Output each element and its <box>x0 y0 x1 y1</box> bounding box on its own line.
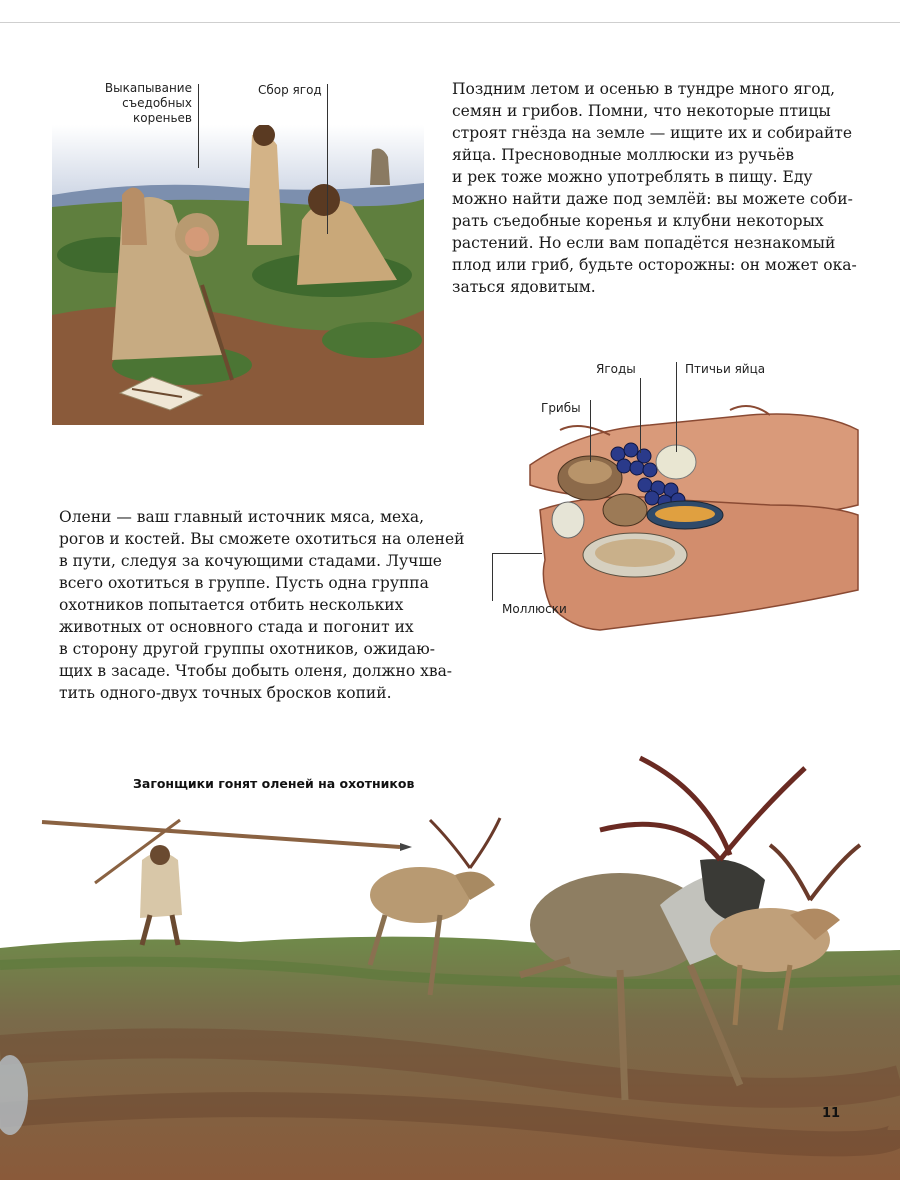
hands-label-molluscs: Моллюски <box>502 602 567 616</box>
page-number: 11 <box>822 1106 841 1121</box>
leader-hands-mushrooms <box>590 400 591 462</box>
leader-hands-molluscs <box>492 553 493 601</box>
text-line: щих в засаде. Чтобы добыть оленя, должно хва- <box>59 662 453 680</box>
text-line: в сторону другой группы охотников, ожидаю- <box>59 640 435 658</box>
leader-hands-berries <box>640 378 641 453</box>
text-line: яйца. Пресноводные моллюски из ручьёв <box>452 146 795 164</box>
roots-label-line: съедобных <box>122 96 192 110</box>
text-line: тить одного-двух точных бросков копий. <box>59 684 392 702</box>
text-line: всего охотиться в группе. Пусть одна группа <box>59 574 429 592</box>
text-line: рогов и костей. Вы сможете охотиться на оленей <box>59 530 465 548</box>
roots-label-line: кореньев <box>133 111 192 125</box>
leader-hands-eggs <box>676 362 677 452</box>
text-line: Олени — ваш главный источник мяса, меха, <box>59 508 425 526</box>
text-line: и рек тоже можно употреблять в пищу. Еду <box>452 168 813 186</box>
text-line: строят гнёзда на земле — ищите их и собирайте <box>452 124 853 142</box>
text-line: рать съедобные коренья и клубни некоторых <box>452 212 824 230</box>
leader-hands-molluscs-h <box>492 553 542 554</box>
hunt-illustration <box>0 750 900 1180</box>
text-line: можно найти даже под землёй: вы можете соби- <box>452 190 853 208</box>
paragraph-top <box>452 78 857 298</box>
gathering-illustration <box>52 125 424 425</box>
text-line: охотников попытается отбить нескольких <box>59 596 404 614</box>
text-line: животных от основного стада и погонит их <box>59 618 414 636</box>
gathering-label-roots <box>88 81 192 126</box>
text-line: семян и грибов. Помни, что некоторые птицы <box>452 102 831 120</box>
roots-label-line: Выкапывание <box>104 81 192 95</box>
hands-label-eggs: Птичьи яйца <box>685 362 766 376</box>
leader-berries <box>327 84 328 234</box>
paragraph-middle <box>59 506 464 704</box>
hunt-caption: Загонщики гонят оленей на охотников <box>133 776 415 791</box>
text-line: заться ядовитым. <box>452 278 596 296</box>
text-line: плод или гриб, будьте осторожны: он может ока- <box>452 256 857 274</box>
hands-label-mushrooms: Грибы <box>541 401 581 415</box>
text-line: Поздним летом и осенью в тундре много ягод, <box>452 80 836 98</box>
gathering-label-berries: Сбор ягод <box>258 83 322 97</box>
text-line: в пути, следуя за кочующими стадами. Лучше <box>59 552 442 570</box>
text-line: растений. Но если вам попадётся незнакомый <box>452 234 836 252</box>
hands-label-berries: Ягоды <box>596 362 636 376</box>
leader-roots <box>198 84 199 168</box>
